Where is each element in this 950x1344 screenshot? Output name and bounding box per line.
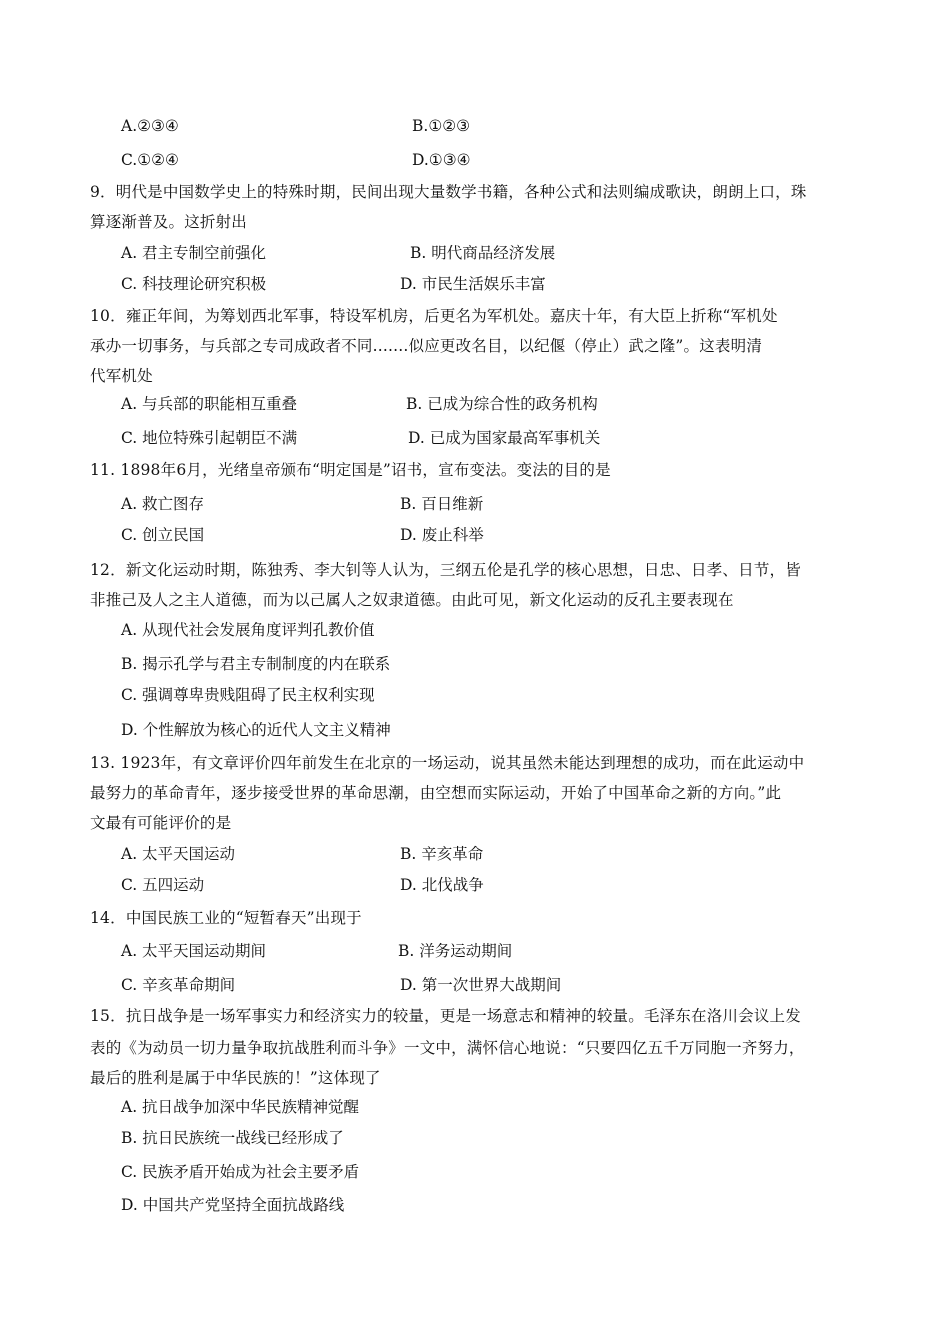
q14-option-c: C. 辛亥革命期间 [121,976,236,994]
q9-stem-line-2: 算逐渐普及。这折射出 [90,213,248,231]
q10-stem-line-1: 10．雍正年间，为筹划西北军事，特设军机房，后更名为军机处。嘉庆十年，有大臣上折称“军机处 [90,307,778,325]
q13-option-a: A. 太平天国运动 [121,845,236,863]
q13-stem-line-1: 13. 1923年，有文章评价四年前发生在北京的一场运动，说其虽然未能达到理想的成功，而在此运动中 [90,754,805,772]
q14-option-b: B. 洋务运动期间 [398,942,513,960]
q11-stem-line-1: 11. 1898年6月，光绪皇帝颁布“明定国是”诏书，宣布变法。变法的目的是 [90,461,611,479]
q10-option-a: A. 与兵部的职能相互重叠 [121,395,298,413]
q11-option-a: A. 救亡图存 [121,495,205,513]
q8-option-b: B.①②③ [412,117,471,135]
q12-stem-line-2: 非推己及人之主人道德，而为以己属人之奴隶道德。由此可见，新文化运动的反孔主要表现在 [90,591,734,609]
q8-option-a: A.②③④ [121,117,179,135]
q9-option-b: B. 明代商品经济发展 [410,244,556,262]
q12-option-a: A. 从现代社会发展角度评判孔教价值 [121,621,375,639]
q10-option-d: D. 已成为国家最高军事机关 [408,429,601,447]
q15-stem-line-3: 最后的胜利是属于中华民族的！”这体现了 [90,1069,381,1087]
q15-option-d: D. 中国共产党坚持全面抗战路线 [121,1196,345,1214]
q9-stem-line-1: 9．明代是中国数学史上的特殊时期，民间出现大量数学书籍，各种公式和法则编成歌诀，朗朗上口，珠 [90,183,807,201]
q15-option-c: C. 民族矛盾开始成为社会主要矛盾 [121,1163,360,1181]
q11-option-c: C. 创立民国 [121,526,205,544]
q8-option-c: C.①②④ [121,151,179,169]
q15-option-b: B. 抗日民族统一战线已经形成了 [121,1129,344,1147]
q11-option-d: D. 废止科举 [400,526,484,544]
q14-stem-line-1: 14．中国民族工业的“短暂春天”出现于 [90,909,362,927]
q12-stem-line-1: 12．新文化运动时期，陈独秀、李大钊等人认为，三纲五伦是孔学的核心思想，日忠、日孝、日节，皆 [90,561,801,579]
q12-option-d: D. 个性解放为核心的近代人文主义精神 [121,721,391,739]
q13-option-c: C. 五四运动 [121,876,205,894]
q13-stem-line-2: 最努力的革命青年，逐步接受世界的革命思潮，由空想而实际运动，开始了中国革命之新的方向。”此 [90,784,782,802]
q14-option-a: A. 太平天国运动期间 [121,942,267,960]
q9-option-d: D. 市民生活娱乐丰富 [400,275,546,293]
q15-stem-line-2: 表的《为动员一切力量争取抗战胜利而斗争》一文中，满怀信心地说：“只要四亿五千万同胞一齐努力， [90,1039,805,1057]
q13-option-b: B. 辛亥革命 [400,845,484,863]
q14-option-d: D. 第一次世界大战期间 [400,976,562,994]
q11-option-b: B. 百日维新 [400,495,484,513]
q10-stem-line-2: 承办一切事务，与兵部之专司成政者不同.......似应更改名目，以纪偃（停止）武之隆”。这表明清 [90,337,763,355]
q15-option-a: A. 抗日战争加深中华民族精神觉醒 [121,1098,360,1116]
q10-option-b: B. 已成为综合性的政务机构 [406,395,598,413]
q10-option-c: C. 地位特殊引起朝臣不满 [121,429,298,447]
q12-option-c: C. 强调尊卑贵贱阻碍了民主权利实现 [121,686,375,704]
q9-option-c: C. 科技理论研究积极 [121,275,267,293]
q15-stem-line-1: 15．抗日战争是一场军事实力和经济实力的较量，更是一场意志和精神的较量。毛泽东在洛川会议上发 [90,1007,801,1025]
q13-option-d: D. 北伐战争 [400,876,484,894]
q12-option-b: B. 揭示孔学与君主专制制度的内在联系 [121,655,391,673]
q9-option-a: A. 君主专制空前强化 [121,244,267,262]
q10-stem-line-3: 代军机处 [90,367,153,385]
q8-option-d: D.①③④ [412,151,471,169]
q13-stem-line-3: 文最有可能评价的是 [90,814,232,832]
